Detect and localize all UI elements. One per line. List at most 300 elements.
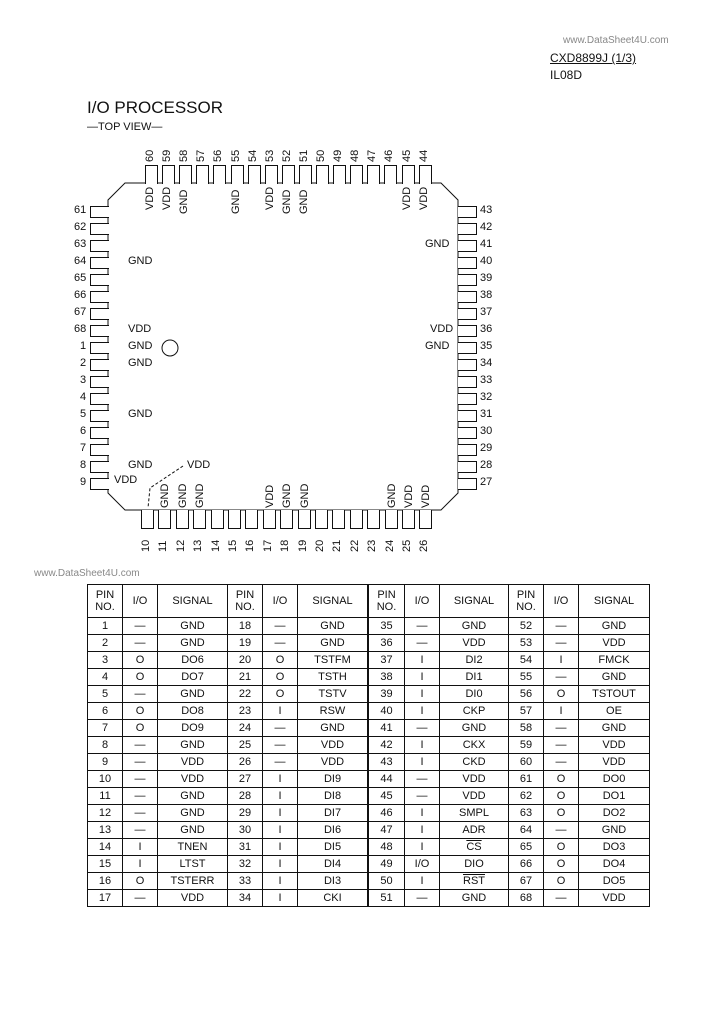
io-cell: I: [405, 703, 440, 720]
signal-cell: TSTV: [298, 686, 369, 703]
io-cell: I: [263, 771, 298, 788]
signal-cell: TNEN: [158, 839, 228, 856]
pin-tab: [458, 274, 477, 286]
pin-number: 36: [480, 323, 493, 335]
pin-signal-label: GND: [425, 238, 450, 250]
table-row: [88, 873, 650, 890]
pin-number: 48: [349, 149, 362, 162]
pin-no-cell: 38: [368, 669, 405, 686]
pin-signal-label: VDD: [144, 186, 156, 210]
signal-cell: GND: [440, 618, 509, 635]
io-cell: I: [405, 805, 440, 822]
pin-number: 58: [178, 149, 191, 162]
signal-cell: VDD: [158, 754, 228, 771]
signal-cell: RSW: [298, 703, 369, 720]
io-cell: —: [123, 788, 158, 805]
pin-number: 27: [480, 476, 493, 488]
pin-number: 56: [212, 149, 225, 162]
pin-tab: [367, 510, 380, 529]
pin-no-cell: 57: [509, 703, 544, 720]
pin-tab: [458, 478, 477, 490]
pin-number: 13: [192, 539, 205, 552]
pin-signal-label: VDD: [263, 484, 276, 508]
pin-tab: [196, 165, 209, 184]
pin-no-cell: 31: [228, 839, 263, 856]
signal-cell: DI5: [298, 839, 369, 856]
pin-signal-label: VDD: [420, 484, 433, 508]
pin-no-cell: 41: [368, 720, 405, 737]
pin-no-cell: 4: [88, 669, 123, 686]
io-cell: I: [123, 839, 158, 856]
pin-tab: [90, 291, 109, 303]
signal-cell: GND: [158, 788, 228, 805]
pin-no-cell: 64: [509, 822, 544, 839]
io-cell: O: [123, 703, 158, 720]
pin-no-cell: 29: [228, 805, 263, 822]
signal-cell: DI8: [298, 788, 369, 805]
pin-tab: [458, 223, 477, 235]
table-row: [88, 652, 650, 669]
io-cell: I: [263, 805, 298, 822]
io-cell: I: [405, 873, 440, 890]
table-row: [88, 822, 650, 839]
pin-tab: [90, 308, 109, 320]
signal-cell: GND: [579, 822, 650, 839]
pin-tab: [298, 510, 311, 529]
pin-no-cell: 67: [509, 873, 544, 890]
table-row: [88, 890, 650, 907]
pin-no-cell: 49: [368, 856, 405, 873]
pin-no-cell: 22: [228, 686, 263, 703]
pin-number: 41: [480, 238, 493, 250]
pin-no-cell: 43: [368, 754, 405, 771]
io-cell: O: [544, 788, 579, 805]
signal-cell: OE: [579, 703, 650, 720]
table-row: [88, 635, 650, 652]
pin-tab: [90, 410, 109, 422]
pin-tab: [176, 510, 189, 529]
pin-number: 23: [366, 539, 379, 552]
pin-no-cell: 36: [368, 635, 405, 652]
pin-no-cell: 47: [368, 822, 405, 839]
signal-cell: GND: [158, 822, 228, 839]
pin-no-cell: 32: [228, 856, 263, 873]
pin-tab: [316, 165, 329, 184]
signal-cell: GND: [158, 618, 228, 635]
pin-signal-label: VDD: [161, 186, 174, 210]
pin-number: 26: [418, 539, 431, 552]
io-cell: —: [123, 771, 158, 788]
pin-tab: [458, 325, 477, 337]
pin-number: 38: [480, 289, 493, 301]
pin-number: 24: [383, 539, 396, 552]
signal-cell: DO3: [579, 839, 650, 856]
pin-no-cell: 55: [509, 669, 544, 686]
signal-cell: DO5: [579, 873, 650, 890]
io-cell: O: [123, 873, 158, 890]
pin-no-cell: 30: [228, 822, 263, 839]
pin-tab: [231, 165, 244, 184]
side-watermark: www.DataSheet4U.com: [34, 568, 140, 579]
table-row: [88, 805, 650, 822]
pin-tab: [141, 510, 154, 529]
pin-number: 7: [80, 442, 87, 454]
pin-no-cell: 54: [509, 652, 544, 669]
pin-no-cell: 33: [228, 873, 263, 890]
column-header: SIGNAL: [158, 585, 228, 618]
signal-cell: DO4: [579, 856, 650, 873]
pin-tab: [211, 510, 224, 529]
pin-no-cell: 3: [88, 652, 123, 669]
pin-number: 39: [480, 272, 493, 284]
pin-number: 35: [480, 340, 493, 352]
pin-number: 46: [383, 149, 396, 162]
pin-tab: [90, 461, 109, 473]
pin-tab: [90, 325, 109, 337]
pin-number: 50: [315, 149, 327, 162]
pin-number: 66: [74, 289, 87, 301]
signal-cell: DO9: [158, 720, 228, 737]
pin-tab: [90, 206, 109, 218]
io-cell: O: [544, 771, 579, 788]
pin-tab: [458, 427, 477, 439]
io-cell: —: [263, 635, 298, 652]
io-cell: O: [544, 873, 579, 890]
pin-number: 43: [480, 204, 493, 216]
pin-number: 53: [263, 149, 276, 162]
pin-number: 17: [261, 539, 274, 552]
pin-number: 15: [227, 539, 239, 552]
column-header: PIN NO.: [88, 585, 123, 618]
io-cell: O: [544, 805, 579, 822]
signal-cell: DO8: [158, 703, 228, 720]
pin-number: 11: [157, 540, 170, 552]
io-cell: I: [263, 873, 298, 890]
column-header: PIN NO.: [368, 585, 405, 618]
table-row: [88, 737, 650, 754]
pin-no-cell: 48: [368, 839, 405, 856]
pin-tab: [193, 510, 206, 529]
pin-number: 25: [401, 539, 413, 552]
table-row: [88, 703, 650, 720]
io-cell: —: [544, 890, 579, 907]
pin-tab: [350, 165, 363, 184]
pin-number: 28: [480, 459, 493, 471]
table-row: [88, 754, 650, 771]
pin-no-cell: 63: [509, 805, 544, 822]
pin-number: 14: [209, 539, 222, 552]
signal-cell: GND: [440, 890, 509, 907]
io-cell: —: [544, 822, 579, 839]
pin-no-cell: 51: [368, 890, 405, 907]
pin-signal-label: VDD: [128, 323, 152, 335]
pin-number: 61: [74, 204, 87, 216]
pin-no-cell: 21: [228, 669, 263, 686]
column-header: SIGNAL: [298, 585, 369, 618]
pin-number: 21: [331, 539, 344, 552]
io-cell: I: [123, 856, 158, 873]
pin-no-cell: 61: [509, 771, 544, 788]
pin-signal-label: VDD: [403, 484, 415, 508]
column-header: SIGNAL: [579, 585, 650, 618]
io-cell: I: [405, 652, 440, 669]
table-row: [88, 788, 650, 805]
io-cell: —: [123, 822, 158, 839]
table-row: [88, 839, 650, 856]
io-cell: I/O: [405, 856, 440, 873]
io-cell: —: [544, 618, 579, 635]
pin-no-cell: 28: [228, 788, 263, 805]
pin-tab: [458, 240, 477, 252]
pin-tab: [158, 510, 171, 529]
io-cell: I: [405, 822, 440, 839]
pin-number: 51: [297, 149, 310, 162]
pin-no-cell: 23: [228, 703, 263, 720]
io-cell: —: [544, 737, 579, 754]
io-cell: —: [544, 669, 579, 686]
pin-tab: [458, 291, 477, 303]
signal-cell: ADR: [440, 822, 509, 839]
io-cell: —: [405, 771, 440, 788]
io-cell: —: [123, 635, 158, 652]
io-cell: O: [123, 720, 158, 737]
pin-number: 45: [400, 149, 413, 162]
pin-no-cell: 14: [88, 839, 123, 856]
pin-number: 3: [80, 374, 87, 386]
pin-number: 49: [332, 149, 345, 162]
pin-no-cell: 10: [88, 771, 123, 788]
pin-number: 30: [480, 425, 493, 437]
pin-number: 18: [279, 539, 292, 552]
diagram-subtitle: —TOP VIEW—: [87, 121, 163, 133]
signal-cell: GND: [579, 618, 650, 635]
table-row: [88, 686, 650, 703]
pin-no-cell: 40: [368, 703, 405, 720]
pin-no-cell: 15: [88, 856, 123, 873]
signal-cell: DI0: [440, 686, 509, 703]
pin-tab: [90, 223, 109, 235]
io-cell: I: [405, 669, 440, 686]
io-cell: O: [123, 669, 158, 686]
pin-no-cell: 58: [509, 720, 544, 737]
column-header: PIN NO.: [509, 585, 544, 618]
pin-number: 1: [80, 340, 87, 352]
io-cell: —: [544, 635, 579, 652]
signal-cell: DO2: [579, 805, 650, 822]
pin-signal-label: VDD: [114, 474, 138, 486]
pin-tab: [265, 165, 278, 184]
signal-cell: GND: [158, 737, 228, 754]
signal-cell: DI9: [298, 771, 369, 788]
pin-no-cell: 17: [88, 890, 123, 907]
pin-signal-label: VDD: [417, 186, 430, 210]
pin-no-cell: 9: [88, 754, 123, 771]
io-cell: —: [405, 720, 440, 737]
pin-no-cell: 5: [88, 686, 123, 703]
signal-cell: VDD: [158, 771, 228, 788]
io-cell: I: [263, 856, 298, 873]
pin-number: 40: [480, 255, 493, 267]
io-cell: —: [123, 618, 158, 635]
io-cell: O: [263, 669, 298, 686]
pin-no-cell: 13: [88, 822, 123, 839]
signal-cell: GND: [440, 720, 509, 737]
vdd-callout: VDD: [187, 459, 211, 471]
pin-no-cell: 53: [509, 635, 544, 652]
io-cell: —: [544, 754, 579, 771]
pin-tab: [90, 274, 109, 286]
pin-no-cell: 44: [368, 771, 405, 788]
io-cell: I: [263, 839, 298, 856]
pin-tab: [402, 510, 415, 529]
signal-cell: DI3: [298, 873, 369, 890]
signal-cell: GND: [158, 686, 228, 703]
pin-signal-label: GND: [178, 189, 191, 214]
pin-no-cell: 46: [368, 805, 405, 822]
signal-cell: VDD: [158, 890, 228, 907]
signal-cell: DI7: [298, 805, 369, 822]
pin-table: [87, 584, 650, 907]
io-cell: I: [263, 890, 298, 907]
signal-cell: VDD: [440, 635, 509, 652]
signal-cell: DI4: [298, 856, 369, 873]
pin-number: 62: [74, 221, 87, 233]
pin-number: 55: [229, 149, 242, 162]
io-cell: —: [263, 754, 298, 771]
pin-tab: [458, 376, 477, 388]
pin-tab: [90, 257, 109, 269]
pin-signal-label: GND: [128, 340, 153, 352]
pin-signal-label: VDD: [400, 186, 413, 210]
pin-tab: [263, 510, 276, 529]
pin-number: 32: [480, 391, 493, 403]
pin-signal-label: VDD: [263, 186, 276, 210]
pin-signal-label: GND: [280, 189, 293, 214]
io-cell: I: [263, 822, 298, 839]
io-cell: —: [263, 720, 298, 737]
pin-number: 54: [246, 149, 259, 162]
pin-signal-label: GND: [128, 357, 153, 369]
pin-no-cell: 26: [228, 754, 263, 771]
pin-tab: [458, 444, 477, 456]
pin-number: 20: [314, 539, 326, 552]
pin-no-cell: 39: [368, 686, 405, 703]
signal-cell: FMCK: [579, 652, 650, 669]
signal-cell: DIO: [440, 856, 509, 873]
pin-no-cell: 65: [509, 839, 544, 856]
pin-signal-label: GND: [128, 408, 153, 420]
signal-cell: DO6: [158, 652, 228, 669]
io-cell: I: [405, 737, 440, 754]
io-cell: —: [263, 737, 298, 754]
pin-number: 6: [80, 425, 87, 437]
pin-number: 5: [80, 408, 87, 420]
io-cell: I: [544, 652, 579, 669]
pin-no-cell: 20: [228, 652, 263, 669]
pin-number: 57: [195, 149, 208, 162]
io-cell: —: [123, 754, 158, 771]
pin-no-cell: 62: [509, 788, 544, 805]
io-cell: —: [123, 890, 158, 907]
signal-cell: TSTERR: [158, 873, 228, 890]
signal-cell: $\overline{CS}$: [440, 839, 509, 856]
signal-cell: LTST: [158, 856, 228, 873]
pin-signal-label: GND: [297, 189, 310, 214]
pin-no-cell: 8: [88, 737, 123, 754]
pin-tab: [90, 444, 109, 456]
pin-tab: [228, 510, 241, 529]
pin-tab: [385, 510, 398, 529]
diagram-title: I/O PROCESSOR: [87, 98, 224, 117]
pin-tab: [282, 165, 295, 184]
pin-number: 4: [80, 391, 87, 403]
pin-signal-label: GND: [128, 255, 153, 267]
signal-cell: DO7: [158, 669, 228, 686]
pin-no-cell: 7: [88, 720, 123, 737]
pin-number: 67: [74, 306, 87, 318]
pin-no-cell: 68: [509, 890, 544, 907]
pin-tab: [299, 165, 312, 184]
pin1-marker: [162, 340, 178, 356]
io-cell: I: [263, 703, 298, 720]
pin-number: 2: [80, 357, 87, 369]
signal-cell: GND: [298, 635, 369, 652]
pin-tab: [458, 461, 477, 473]
pin-number: 16: [244, 539, 257, 552]
pin-number: 12: [174, 539, 187, 552]
signal-cell: DO1: [579, 788, 650, 805]
io-cell: —: [405, 890, 440, 907]
pin-no-cell: 1: [88, 618, 123, 635]
pin-tab: [90, 393, 109, 405]
signal-cell: GND: [298, 618, 369, 635]
signal-cell: VDD: [579, 754, 650, 771]
pin-number: 9: [80, 476, 87, 488]
signal-cell: GND: [579, 720, 650, 737]
signal-cell: DI1: [440, 669, 509, 686]
pin-no-cell: 11: [88, 788, 123, 805]
pin-tab: [350, 510, 363, 529]
signal-cell: VDD: [440, 771, 509, 788]
signal-cell: GND: [158, 635, 228, 652]
io-cell: I: [405, 686, 440, 703]
pin-number: 8: [80, 459, 87, 471]
pin-number: 34: [480, 357, 493, 369]
pin-number: 42: [480, 221, 493, 233]
pin-tab: [245, 510, 258, 529]
signal-cell: DI6: [298, 822, 369, 839]
io-cell: I: [405, 839, 440, 856]
pin-number: 33: [480, 374, 493, 386]
signal-cell: DO0: [579, 771, 650, 788]
pin-number: 60: [144, 149, 156, 162]
table-header-row: [88, 585, 650, 618]
io-cell: —: [123, 737, 158, 754]
signal-cell: VDD: [298, 737, 369, 754]
pin-no-cell: 52: [509, 618, 544, 635]
io-cell: —: [405, 788, 440, 805]
pin-signal-label: GND: [128, 459, 153, 471]
pin-tab: [458, 342, 477, 354]
pin-no-cell: 27: [228, 771, 263, 788]
pin-no-cell: 12: [88, 805, 123, 822]
io-cell: O: [123, 652, 158, 669]
pin-tab: [213, 165, 226, 184]
table-row: [88, 771, 650, 788]
pin-no-cell: 50: [368, 873, 405, 890]
io-cell: I: [544, 703, 579, 720]
table-row: [88, 856, 650, 873]
